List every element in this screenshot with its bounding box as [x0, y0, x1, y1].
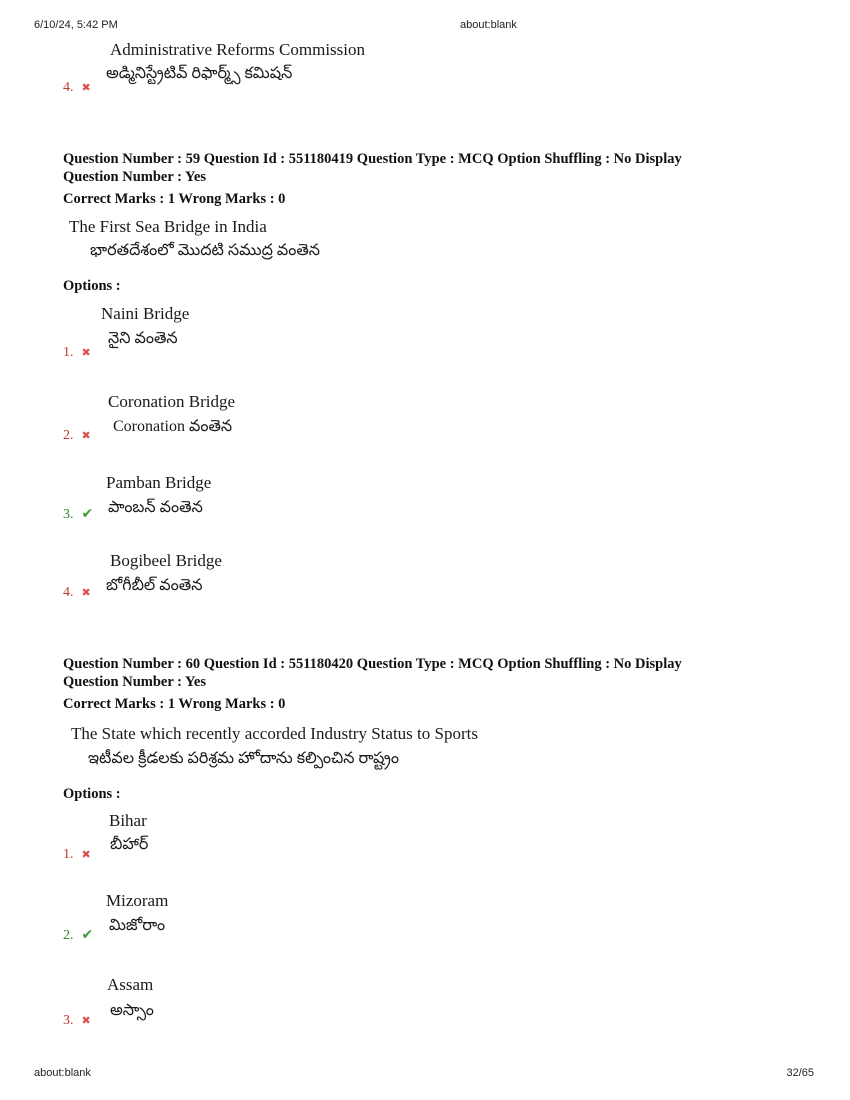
q59-option-2-en: Coronation Bridge: [108, 392, 236, 411]
print-datetime: 6/10/24, 5:42 PM: [34, 19, 118, 31]
q60-options-label: Options :: [63, 786, 121, 802]
check-icon: ✔: [81, 506, 94, 522]
option-number-label: 2.: [63, 428, 74, 443]
option-number-label: 3.: [63, 507, 74, 522]
page-number: 32/65: [786, 1067, 814, 1079]
option-number-label: 3.: [63, 1013, 74, 1028]
cross-icon: ✖: [81, 586, 91, 599]
q59-option-1-en: Naini Bridge: [101, 304, 190, 323]
q60-option-3-te: అస్సాం: [110, 1002, 154, 1019]
option-number-label: 4.: [63, 585, 74, 600]
q60-option-3-en: Assam: [107, 975, 154, 994]
q59-option-4-te: బోగీబీల్ వంతెన: [106, 577, 203, 594]
q60-option-1-te: బీహార్: [110, 836, 149, 853]
q60-option-1-number: [63, 847, 91, 863]
q59-option-1-number: [63, 345, 91, 361]
q59-option-4-en: Bogibeel Bridge: [110, 551, 222, 570]
q59-option-2-number: [63, 428, 91, 444]
q59-question-te: భారతదేశంలో మొదటి సముద్ర వంతెన: [90, 242, 321, 259]
q60-option-2-en: Mizoram: [106, 891, 169, 910]
print-url: about:blank: [460, 19, 517, 31]
option-number-label: 1.: [63, 847, 74, 862]
option-number-label: 1.: [63, 345, 74, 360]
prev-option-te: అడ్మినిస్ట్రేటివ్ రిఫార్మ్స్ కమిషన్: [106, 65, 293, 82]
option-number-label: 4.: [63, 80, 74, 95]
q59-meta-line2: Question Number : Yes: [63, 169, 206, 185]
q60-option-1-en: Bihar: [109, 811, 147, 830]
cross-icon: ✖: [81, 346, 91, 359]
cross-icon: ✖: [81, 848, 91, 861]
q59-option-1-te: నైని వంతెన: [108, 330, 178, 347]
q60-meta-line1: Question Number : 60 Question Id : 551180420 Question Type : MCQ Option Shuffling : No Display: [63, 656, 682, 672]
q59-question-en: The First Sea Bridge in India: [69, 217, 267, 236]
q60-meta-line2: Question Number : Yes: [63, 674, 206, 690]
q59-option-4-number: [63, 585, 91, 601]
option-number-label: 2.: [63, 928, 74, 943]
footer-url: about:blank: [34, 1067, 91, 1079]
q60-question-en: The State which recently accorded Industry Status to Sports: [71, 724, 478, 743]
q59-option-3-number: [63, 506, 93, 523]
q60-question-te: ఇటీవల క్రీడలకు పరిశ్రమ హోదాను కల్పించిన రాష్ట్రం: [88, 750, 399, 767]
q59-option-2-te: Coronation వంతెన: [113, 418, 233, 435]
q60-marks: Correct Marks : 1 Wrong Marks : 0: [63, 696, 286, 712]
cross-icon: ✖: [81, 429, 91, 442]
q59-marks: Correct Marks : 1 Wrong Marks : 0: [63, 191, 286, 207]
q59-option-3-en: Pamban Bridge: [106, 473, 212, 492]
cross-icon: ✖: [81, 81, 91, 94]
prev-option-number: [63, 80, 91, 96]
q59-options-label: Options :: [63, 278, 121, 294]
prev-option-en: Administrative Reforms Commission: [110, 40, 365, 59]
cross-icon: ✖: [81, 1014, 91, 1027]
q60-option-3-number: [63, 1013, 91, 1029]
q59-meta-line1: Question Number : 59 Question Id : 551180419 Question Type : MCQ Option Shuffling : No Display: [63, 151, 682, 167]
q59-option-3-te: పాంబన్ వంతెన: [108, 499, 203, 516]
check-icon: ✔: [81, 927, 94, 943]
q60-option-2-te: మిజోరాం: [109, 917, 166, 934]
q60-option-2-number: [63, 927, 93, 944]
